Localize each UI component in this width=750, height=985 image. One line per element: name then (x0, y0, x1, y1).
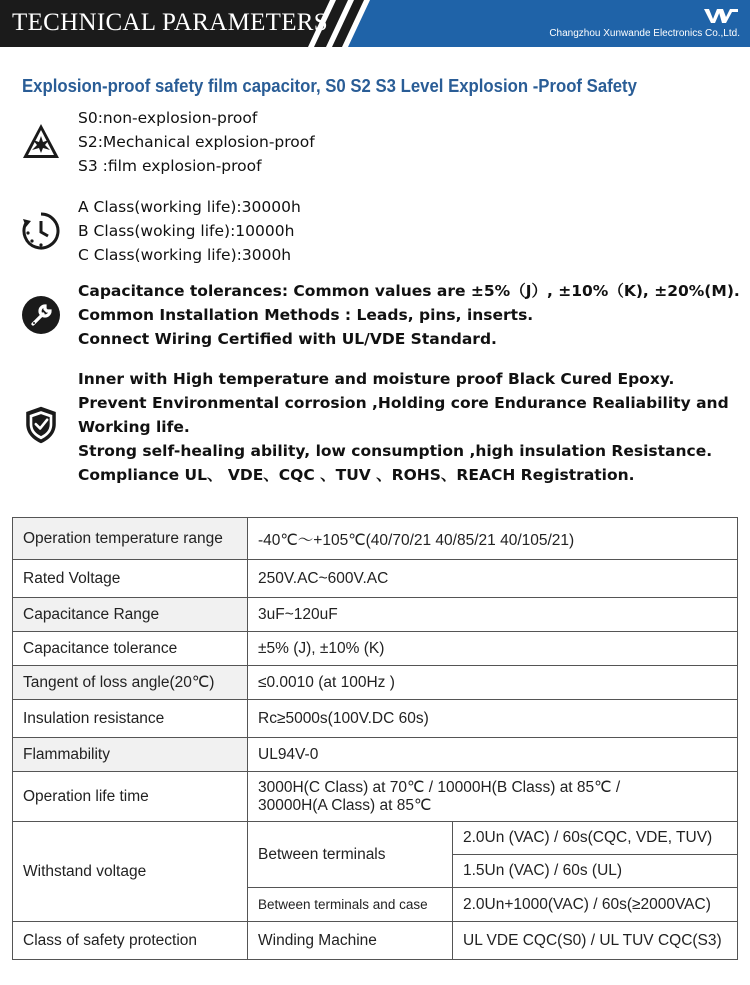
row-sublabel: Between terminals (248, 822, 453, 888)
row-label: Tangent of loss angle(20℃) (13, 666, 248, 700)
row-label: Operation temperature range (13, 518, 248, 560)
row-value: 1.5Un (VAC) / 60s (UL) (453, 855, 738, 888)
feature-working-life (78, 195, 301, 267)
table-row (13, 772, 738, 822)
row-label: Withstand voltage (13, 822, 248, 922)
feature-line: S2:Mechanical explosion-proof (78, 133, 315, 151)
feature-line: Working life. (78, 418, 190, 436)
row-label: Insulation resistance (13, 700, 248, 738)
feature-line: Prevent Environmental corrosion ,Holding core Endurance Realiability and (78, 394, 729, 412)
company-name: Changzhou Xunwande Electronics Co.,Ltd. (549, 28, 740, 39)
row-label: Flammability (13, 738, 248, 772)
row-value: ±5% (J), ±10% (K) (248, 632, 738, 666)
page-heading: Explosion-proof safety film capacitor, S0 S2 S3 Level Explosion -Proof Safety (22, 76, 637, 96)
row-label: Capacitance tolerance (13, 632, 248, 666)
feature-line: Connect Wiring Certified with UL/VDE Standard. (78, 330, 497, 348)
row-label: Class of safety protection (13, 922, 248, 960)
explosion-warning-icon (21, 122, 61, 162)
row-value: 2.0Un+1000(VAC) / 60s(≥2000VAC) (453, 888, 738, 922)
feature-line: B Class(woking life):10000h (78, 222, 295, 240)
table-row (13, 922, 738, 960)
row-label: Capacitance Range (13, 598, 248, 632)
row-value: 3uF~120uF (248, 598, 738, 632)
feature-line: S3 :film explosion-proof (78, 157, 262, 175)
table-row (13, 632, 738, 666)
feature-explosion-levels (78, 106, 315, 178)
table-row (13, 738, 738, 772)
row-value: ≤0.0010 (at 100Hz ) (248, 666, 738, 700)
spec-table (12, 517, 738, 960)
feature-line: Common Installation Methods : Leads, pins, inserts. (78, 306, 534, 324)
row-value: UL94V-0 (248, 738, 738, 772)
row-value (248, 772, 738, 822)
feature-line: Strong self-healing ability, low consumption ,high insulation Resistance. (78, 442, 713, 460)
shield-check-icon (21, 405, 61, 445)
row-value: 250V.AC~600V.AC (248, 560, 738, 598)
xw-logo-icon (704, 7, 738, 25)
row-value: UL VDE CQC(S0) / UL TUV CQC(S3) (453, 922, 738, 960)
row-value-line: 30000H(A Class) at 85℃ (258, 796, 432, 814)
table-row (13, 560, 738, 598)
header-banner (0, 0, 750, 47)
row-sublabel: Between terminals and case (248, 888, 453, 922)
feature-epoxy-compliance (78, 367, 729, 487)
feature-tolerances (78, 279, 740, 351)
table-row (13, 666, 738, 700)
feature-line: Compliance UL、 VDE、CQC 、TUV 、ROHS、REACH Registration. (78, 466, 635, 484)
wrench-icon (21, 295, 61, 335)
row-label: Operation life time (13, 772, 248, 822)
row-value: 2.0Un (VAC) / 60s(CQC, VDE, TUV) (453, 822, 738, 855)
feature-line: S0:non-explosion-proof (78, 109, 258, 127)
row-label: Rated Voltage (13, 560, 248, 598)
feature-line: A Class(working life):30000h (78, 198, 301, 216)
table-row (13, 598, 738, 632)
table-row (13, 518, 738, 560)
table-row (13, 822, 738, 855)
feature-line: C Class(working life):3000h (78, 246, 292, 264)
table-row (13, 700, 738, 738)
clock-timer-icon (21, 211, 61, 251)
row-value: -40℃～+105℃(40/70/21 40/85/21 40/105/21) (248, 518, 738, 560)
row-value: Rc≥5000s(100V.DC 60s) (248, 700, 738, 738)
row-sublabel: Winding Machine (248, 922, 453, 960)
banner-title: TECHNICAL PARAMETERS (12, 9, 328, 36)
feature-line: Capacitance tolerances: Common values are ±5%（J）, ±10%（K), ±20%(M). (78, 282, 740, 300)
feature-line: Inner with High temperature and moisture proof Black Cured Epoxy. (78, 370, 675, 388)
row-value-line: 3000H(C Class) at 70℃ / 10000H(B Class) at 85℃ / (258, 778, 621, 796)
